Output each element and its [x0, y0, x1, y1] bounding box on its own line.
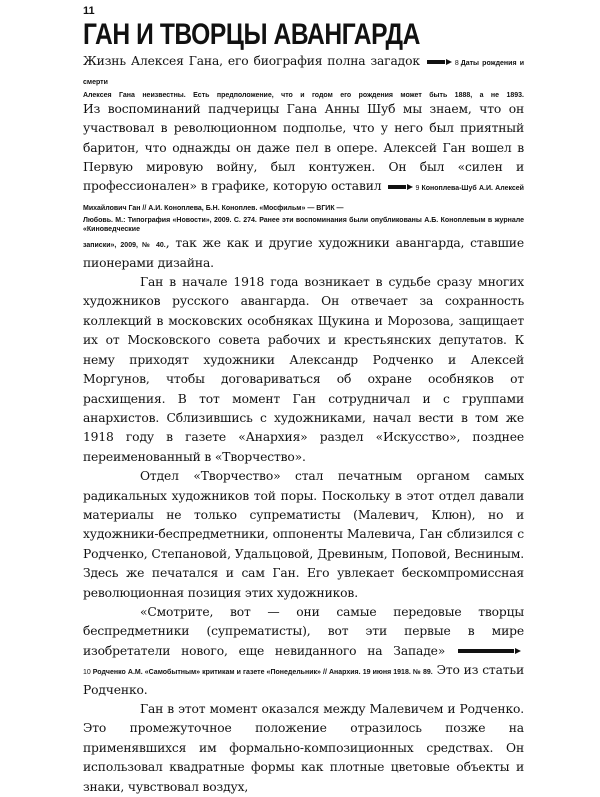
quote-text: «Смотрите, вот — они самые передовые творцы беспредметники (супрематисты), вот эти первые в мире изобретатели нового, еще невиданного на Западе» [83, 604, 524, 658]
footnote-9: 9 Коноплева-Шуб А.И. Алексей Михайлович Ган // А.И. Коноплева, Б.Н. Коноплев. «Мосфильм» — ВГИК — Любовь. М.: Типография «Новости», 2009. С. 274. Ранее эти воспоминания были опубликованы А.Б. Коноплевым в журнале «Киноведческие записки», 2009, № 40. [83, 185, 524, 250]
paragraph-3: Отдел «Творчество» стал печатным органом самых радикальных художников той поры. Поскольку в этот отдел давали материалы не только супрематисты (Малевич, Клюн), но и художники-беспредметники, оппоненты Малевича, Ган сблизился с Родченко, Степановой, Удальцовой, Древиным, Поповой, Весниным. Здесь же печатался и сам Ган. Его увлекает бескомпромиссная революционная позиция этих художников. [83, 469, 524, 600]
paragraph-2: Ган в начале 1918 года возникает в судьбе сразу многих художников русского авангарда. Он отвечает за сохранность коллекций в московских особняках Щукина и Морозова, защищает их от Московского совета рабочих и крестьянских депутатов. К нему приходят художники Александр Родченко и Алексей Моргунов, чтобы договариваться об охране особняков от расхищения. В тот момент Ган сотрудничал и с группами анархистов. Сблизившись с художниками, начал вести в том же 1918 году в газете «Анархия» раздел «Искусство», позднее переименованный в «Творчество». [83, 275, 524, 464]
footnote-arrow-icon [407, 184, 413, 190]
footnote-arrow-icon [515, 648, 521, 654]
footnote-8-line2: Алексея Гана неизвестны. Есть предположение, что и годом его рождения может быть 1888, а не 1893. [83, 91, 524, 99]
footnote-marker-bar [458, 649, 514, 653]
footnote-10-line2: 19 июня 1918. № 89. [362, 669, 433, 677]
body-text [83, 52, 524, 797]
paragraph-1-text-end: , так же как и другие художники авангарда, ставшие пионерами дизайна. [83, 236, 524, 270]
footnote-marker-bar [427, 60, 445, 64]
paragraph-4-text-end: Это из статьи Родченко. [83, 663, 525, 697]
page-number: 11 [83, 5, 95, 17]
footnote-arrow-icon [446, 59, 452, 65]
footnote-8: 8 Даты рождения и смерти Алексея Гана неизвестны. Есть предположение, что и годом его рождения может быть 1888, а не 1893. [83, 60, 524, 99]
paragraph-5: Ган в этот момент оказался между Малевичем и Родченко. Это промежуточное положение отразилось позже на применявшихся им формально-композиционных средствах. Он использовал квадратные формы как плотные цветовые объекты и знаки, чувствовал воздух, [83, 702, 524, 794]
footnote-10: 10 Родченко А.М. «Самобытным» критикам и газете «Понедельник» // Анархия. 19 июня 1918. № 89. [83, 669, 433, 677]
paragraph-1 [83, 52, 524, 273]
paragraph-1-text-start: Жизнь Алексея Гана, его биография полна загадок [83, 54, 420, 68]
chapter-title: ГАН И ТВОРЦЫ АВАНГАРДА [83, 18, 421, 51]
paragraph-1-text-mid: Из воспоминаний падчерицы Гана Анны Шуб мы знаем, что он участвовал в революционном подполье, что у него был приятный баритон, что однажды он даже пел в опере. Алексей Ган вошел в Первую мировую войну, был контужен. Он был «силен и профессионален» в графике, которую оставил [83, 101, 524, 194]
footnote-marker-bar [388, 185, 406, 189]
footnote-9-line3: записки», 2009, № 40. [83, 242, 166, 250]
paragraph-4 [83, 603, 524, 700]
footnote-9-line2: Любовь. М.: Типография «Новости», 2009. С. 274. Ранее эти воспоминания были опубликованы А.Б. Коноплевым в журнале «Киноведческие [83, 217, 524, 234]
